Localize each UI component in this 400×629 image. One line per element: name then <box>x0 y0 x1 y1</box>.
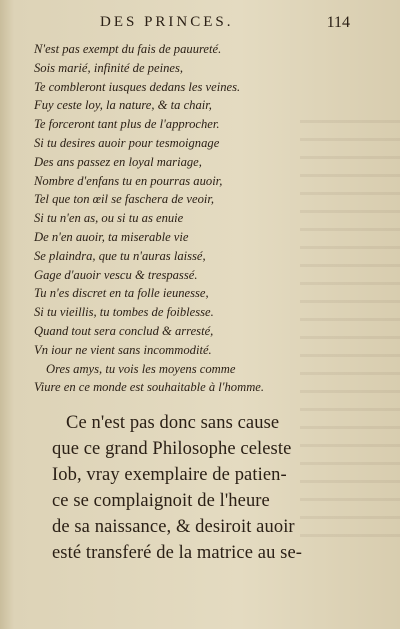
running-title: DES PRINCES. <box>100 14 234 30</box>
prose-line: de sa naissance, & desiroit auoir <box>52 517 295 537</box>
verse-line: Quand tout sera conclud & arresté, <box>34 323 214 338</box>
verse-line: Nombre d'enfans tu en pourras auoir, <box>34 173 223 188</box>
verse-line: Tel que ton œil se faschera de veoir, <box>34 192 215 207</box>
prose-line: Ce n'est pas donc sans cause <box>66 413 280 433</box>
prose-line: Iob, vray exemplaire de patien- <box>52 465 287 485</box>
prose-line: que ce grand Philosophe celeste <box>52 439 292 459</box>
prose-line: esté transferé de la matrice au se- <box>52 543 303 563</box>
verse-line: De n'en auoir, ta miserable vie <box>34 229 189 244</box>
verse-line: Te forceront tant plus de l'approcher. <box>34 117 220 132</box>
verse-line: N'est pas exempt du fais de pauureté. <box>34 42 222 56</box>
verse-line: Viure en ce monde est souhaitable à l'homme. <box>34 380 265 395</box>
page-number: 114 <box>326 14 350 31</box>
verse-block <box>34 40 304 397</box>
verse-line: Sois marié, infinité de peines, <box>34 60 184 75</box>
verse-line: Fuy ceste loy, la nature, & ta chair, <box>34 98 212 113</box>
verse-line: Tu n'es discret en ta folle ieunesse, <box>34 286 209 301</box>
page-header <box>100 14 350 38</box>
prose-paragraph <box>52 410 320 566</box>
verse-line: Si tu vieillis, tu tombes de foiblesse. <box>34 305 214 320</box>
verse-line: Gage d'auoir vescu & trespassé. <box>34 267 198 282</box>
verse-line: Vn iour ne vient sans incommodité. <box>34 342 212 357</box>
verse-line: Se plaindra, que tu n'auras laissé, <box>34 248 206 263</box>
verse-line: Des ans passez en loyal mariage, <box>34 154 202 169</box>
verse-line: Te combleront iusques dedans les veines. <box>34 79 241 94</box>
verse-line: Ores amys, tu vois les moyens comme <box>46 361 236 376</box>
prose-line: ce se complaignoit de l'heure <box>52 491 270 511</box>
verse-line: Si tu n'en as, ou si tu as enuie <box>34 211 184 226</box>
verse-line: Si tu desires auoir pour tesmoignage <box>34 135 220 150</box>
